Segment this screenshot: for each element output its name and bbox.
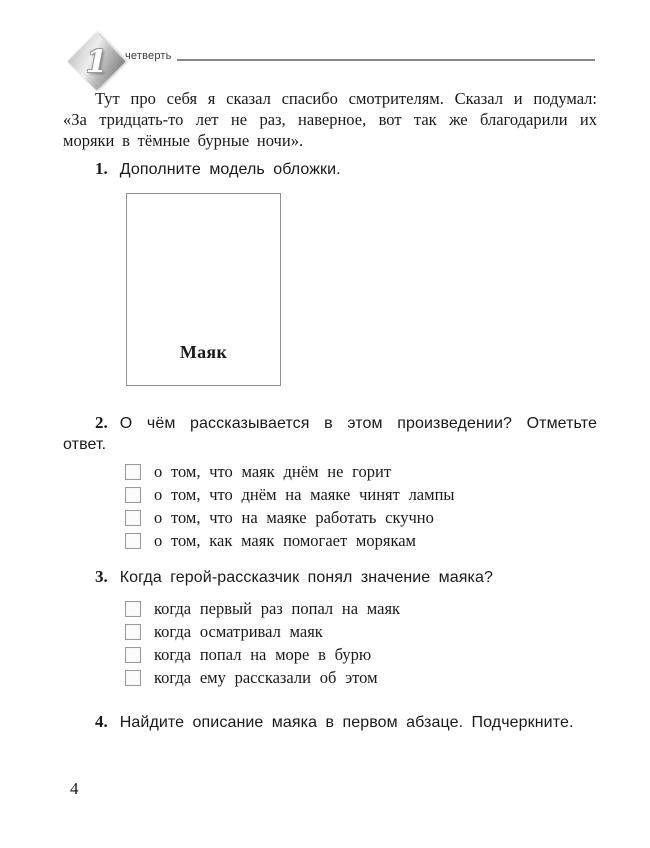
task-4-number: 4. (95, 712, 108, 731)
page-content (0, 88, 650, 733)
task-2-options (63, 460, 597, 552)
intro-paragraph: Тут про себя я сказал спасибо смотрителям. Сказал и подумал: «За тридцать-то лет не раз, наверное, вот так же благодарили их моряки в тёмные бурные ночи». (63, 89, 597, 150)
option-label: о том, что маяк днём не горит (154, 461, 392, 481)
checkbox-icon[interactable] (125, 670, 141, 686)
quarter-label: четверть (125, 50, 172, 62)
task-2-option-4 (125, 529, 597, 552)
option-label: когда попал на море в бурю (154, 644, 372, 664)
task-3-option-1 (125, 597, 597, 620)
checkbox-icon[interactable] (125, 464, 141, 480)
option-label: о том, как маяк помогает морякам (154, 530, 416, 550)
task-3-options (63, 597, 597, 689)
page-header (0, 0, 650, 88)
task-3-heading (63, 566, 597, 588)
checkbox-icon[interactable] (125, 487, 141, 503)
option-label: когда первый раз попал на маяк (154, 598, 401, 618)
task-3-number: 3. (95, 567, 108, 586)
task-2-heading (63, 412, 597, 455)
task-4-heading (63, 711, 597, 733)
option-label: о том, что днём на маяке чинят лампы (154, 484, 455, 504)
task-2-text: О чём рассказывается в этом произведении? Отметьте ответ. (63, 415, 597, 453)
header-rule (177, 59, 595, 61)
cover-title: Маяк (179, 342, 228, 362)
task-2-option-3 (125, 506, 597, 529)
task-3-text: Когда герой-рассказчик понял значение маяка? (119, 569, 493, 586)
task-1-text: Дополните модель обложки. (119, 161, 341, 178)
option-label: когда осматривал маяк (154, 621, 323, 641)
task-2-number: 2. (95, 413, 108, 432)
checkbox-icon[interactable] (125, 647, 141, 663)
task-1-number: 1. (95, 159, 108, 178)
checkbox-icon[interactable] (125, 510, 141, 526)
option-label: о том, что на маяке работать скучно (154, 507, 434, 527)
checkbox-icon[interactable] (125, 533, 141, 549)
task-3-option-4 (125, 666, 597, 689)
task-3 (63, 566, 597, 689)
task-1 (63, 158, 597, 386)
task-4-text: Найдите описание маяка в первом абзаце. Подчеркните. (119, 714, 574, 731)
task-3-option-3 (125, 643, 597, 666)
task-2-option-2 (125, 483, 597, 506)
cover-model-box[interactable] (126, 193, 281, 386)
option-label: когда ему рассказали об этом (154, 667, 378, 687)
quarter-number: 1 (85, 43, 108, 80)
task-2-option-1 (125, 460, 597, 483)
task-3-option-2 (125, 620, 597, 643)
quarter-badge-diamond-icon (68, 33, 126, 91)
checkbox-icon[interactable] (125, 601, 141, 617)
checkbox-icon[interactable] (125, 624, 141, 640)
task-2 (63, 412, 597, 552)
task-4 (63, 711, 597, 733)
page-number: 4 (70, 779, 79, 798)
task-1-heading (63, 158, 597, 180)
